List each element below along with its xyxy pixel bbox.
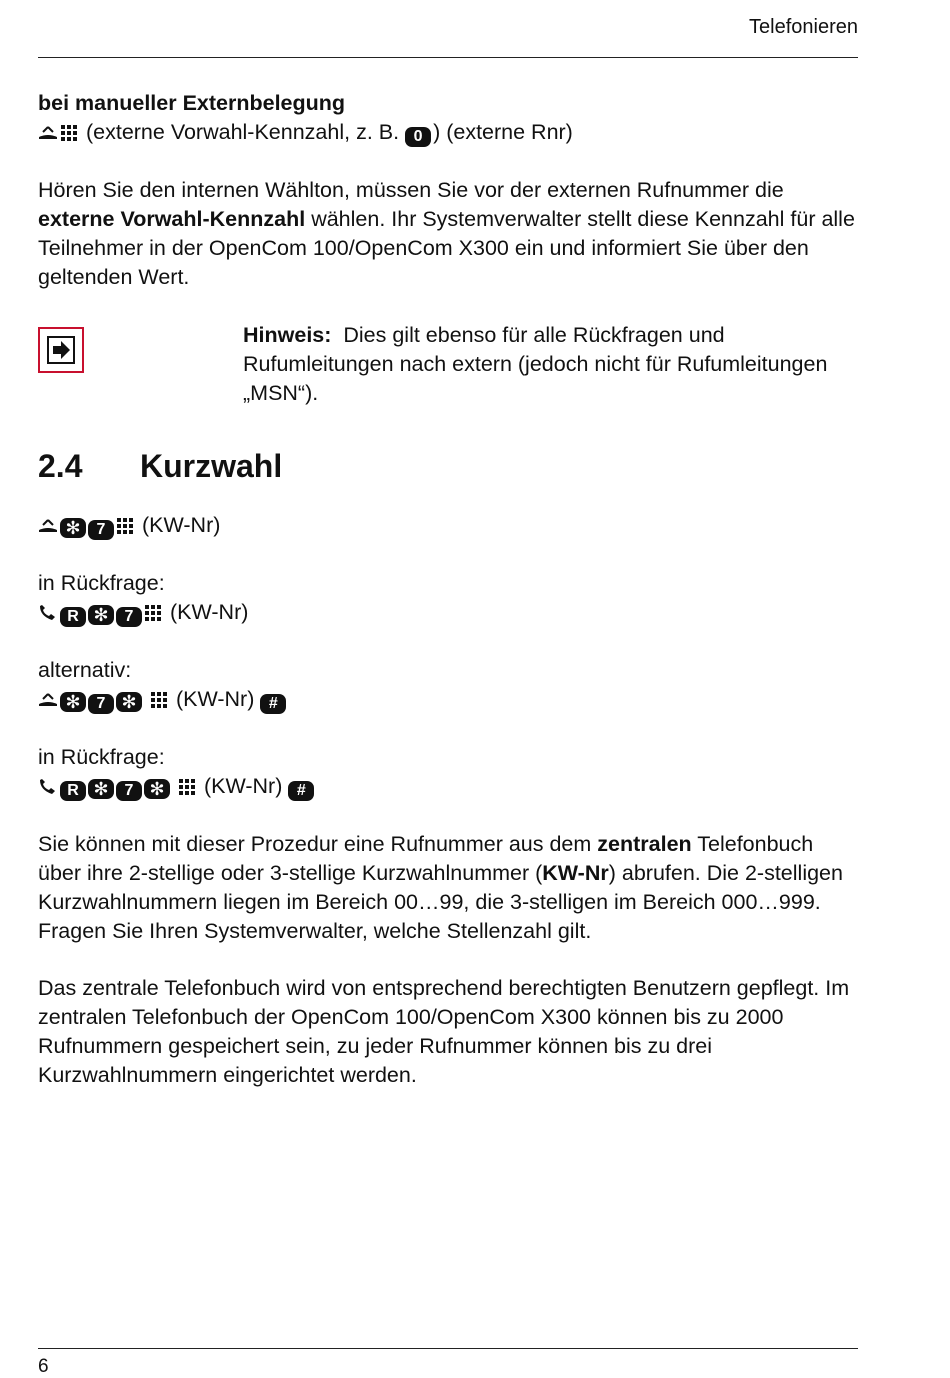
header-title: Telefonieren <box>749 16 858 38</box>
body-paragraph-2 <box>38 974 858 1090</box>
in-rueckfrage-label: in Rückfrage: <box>38 745 165 769</box>
keypad-icon <box>116 517 134 535</box>
body1-text-3: ) abrufen. Die 2-stelligen Kurzwahlnummern liegen im Bereich 00…99, die 3-stelligen im Bereich 000…999. Fragen Sie Ihren Systemverwalter, welche Stellenzahl gilt. <box>38 861 843 943</box>
external-seizure-procedure <box>38 118 858 147</box>
handset-lift-icon <box>38 519 58 535</box>
intro-bold: externe Vorwahl-Kennzahl <box>38 207 306 231</box>
body1-bold-2: KW-Nr <box>542 861 609 885</box>
kw-nr-label: (KW-Nr) <box>169 600 249 624</box>
keypad-icon <box>178 778 196 796</box>
external-seizure-block <box>38 89 858 147</box>
key-star: ✻ <box>60 518 86 538</box>
procedure-alternativ-rueckfrage <box>38 743 858 801</box>
key-star: ✻ <box>88 779 114 799</box>
section-heading <box>38 448 282 485</box>
keypad-icon <box>144 604 162 622</box>
section-number: 2.4 <box>38 448 83 484</box>
key-r: R <box>60 607 86 627</box>
intro-text-1: Hören Sie den internen Wählton, müssen Sie vor der externen Rufnummer die <box>38 178 784 202</box>
kw-nr-label: (KW-Nr) <box>203 774 283 798</box>
intro-text-2: wählen. Ihr Systemverwalter stellt diese Kennzahl für alle Teilnehmer in der OpenCom 100/OpenCom X300 ein und informiert Sie über den geltenden Wert. <box>38 207 855 289</box>
key-seven: 7 <box>88 520 114 540</box>
body1-bold-1: zentralen <box>597 832 692 856</box>
section-title: Kurzwahl <box>140 448 283 484</box>
key-star: ✻ <box>144 779 170 799</box>
in-rueckfrage-label: in Rückfrage: <box>38 571 165 595</box>
handset-icon <box>38 778 58 796</box>
page-number: 6 <box>38 1356 49 1377</box>
procedure-alternativ <box>38 656 858 714</box>
arrow-right-icon <box>47 336 75 364</box>
note-text: Dies gilt ebenso für alle Rückfragen und Rufumleitungen nach extern (jedoch nicht für Rufumleitungen „MSN“). <box>243 323 828 405</box>
key-hash: # <box>288 781 314 801</box>
procedure-direct <box>38 511 858 540</box>
handset-icon <box>38 604 58 622</box>
key-seven: 7 <box>116 607 142 627</box>
keypad-icon <box>60 124 78 142</box>
key-r: R <box>60 781 86 801</box>
key-zero: 0 <box>405 127 431 147</box>
body2-text: Das zentrale Telefonbuch wird von entsprechend berechtigten Benutzern gepflegt. Im zentralen Telefonbuch der OpenCom 100/OpenCom X300 können bis zu 2000 Rufnummern gespeichert sein, zu jeder Rufnummer können bis zu drei Kurzwahlnummern eingerichtet werden. <box>38 976 850 1087</box>
body1-text-1: Sie können mit dieser Prozedur eine Rufnummer aus dem <box>38 832 598 856</box>
keypad-icon <box>150 691 168 709</box>
kw-nr-label: (KW-Nr) <box>175 687 255 711</box>
kw-nr-label: (KW-Nr) <box>141 513 221 537</box>
key-star: ✻ <box>88 605 114 625</box>
key-seven: 7 <box>88 694 114 714</box>
footer-rule <box>38 1348 858 1349</box>
external-seizure-heading: bei manueller Externbelegung <box>38 91 346 115</box>
procedure-rueckfrage <box>38 569 858 627</box>
note-icon-box <box>38 327 84 373</box>
alternativ-label: alternativ: <box>38 658 132 682</box>
body-paragraph-1 <box>38 830 858 946</box>
handset-lift-icon <box>38 126 58 142</box>
external-seizure-text-a: (externe Vorwahl-Kennzahl, z. B. <box>80 120 406 144</box>
key-star: ✻ <box>60 692 86 712</box>
header-rule <box>38 57 858 58</box>
key-seven: 7 <box>116 781 142 801</box>
handset-lift-icon <box>38 693 58 709</box>
note <box>243 321 853 408</box>
key-hash: # <box>260 694 286 714</box>
intro-paragraph <box>38 176 858 292</box>
note-label: Hinweis: <box>243 323 332 347</box>
body1-text-2: Telefonbuch über ihre 2-stellige oder 3-stellige Kurzwahlnummer ( <box>38 832 814 885</box>
external-seizure-text-b: ) (externe Rnr) <box>433 120 573 144</box>
key-star: ✻ <box>116 692 142 712</box>
